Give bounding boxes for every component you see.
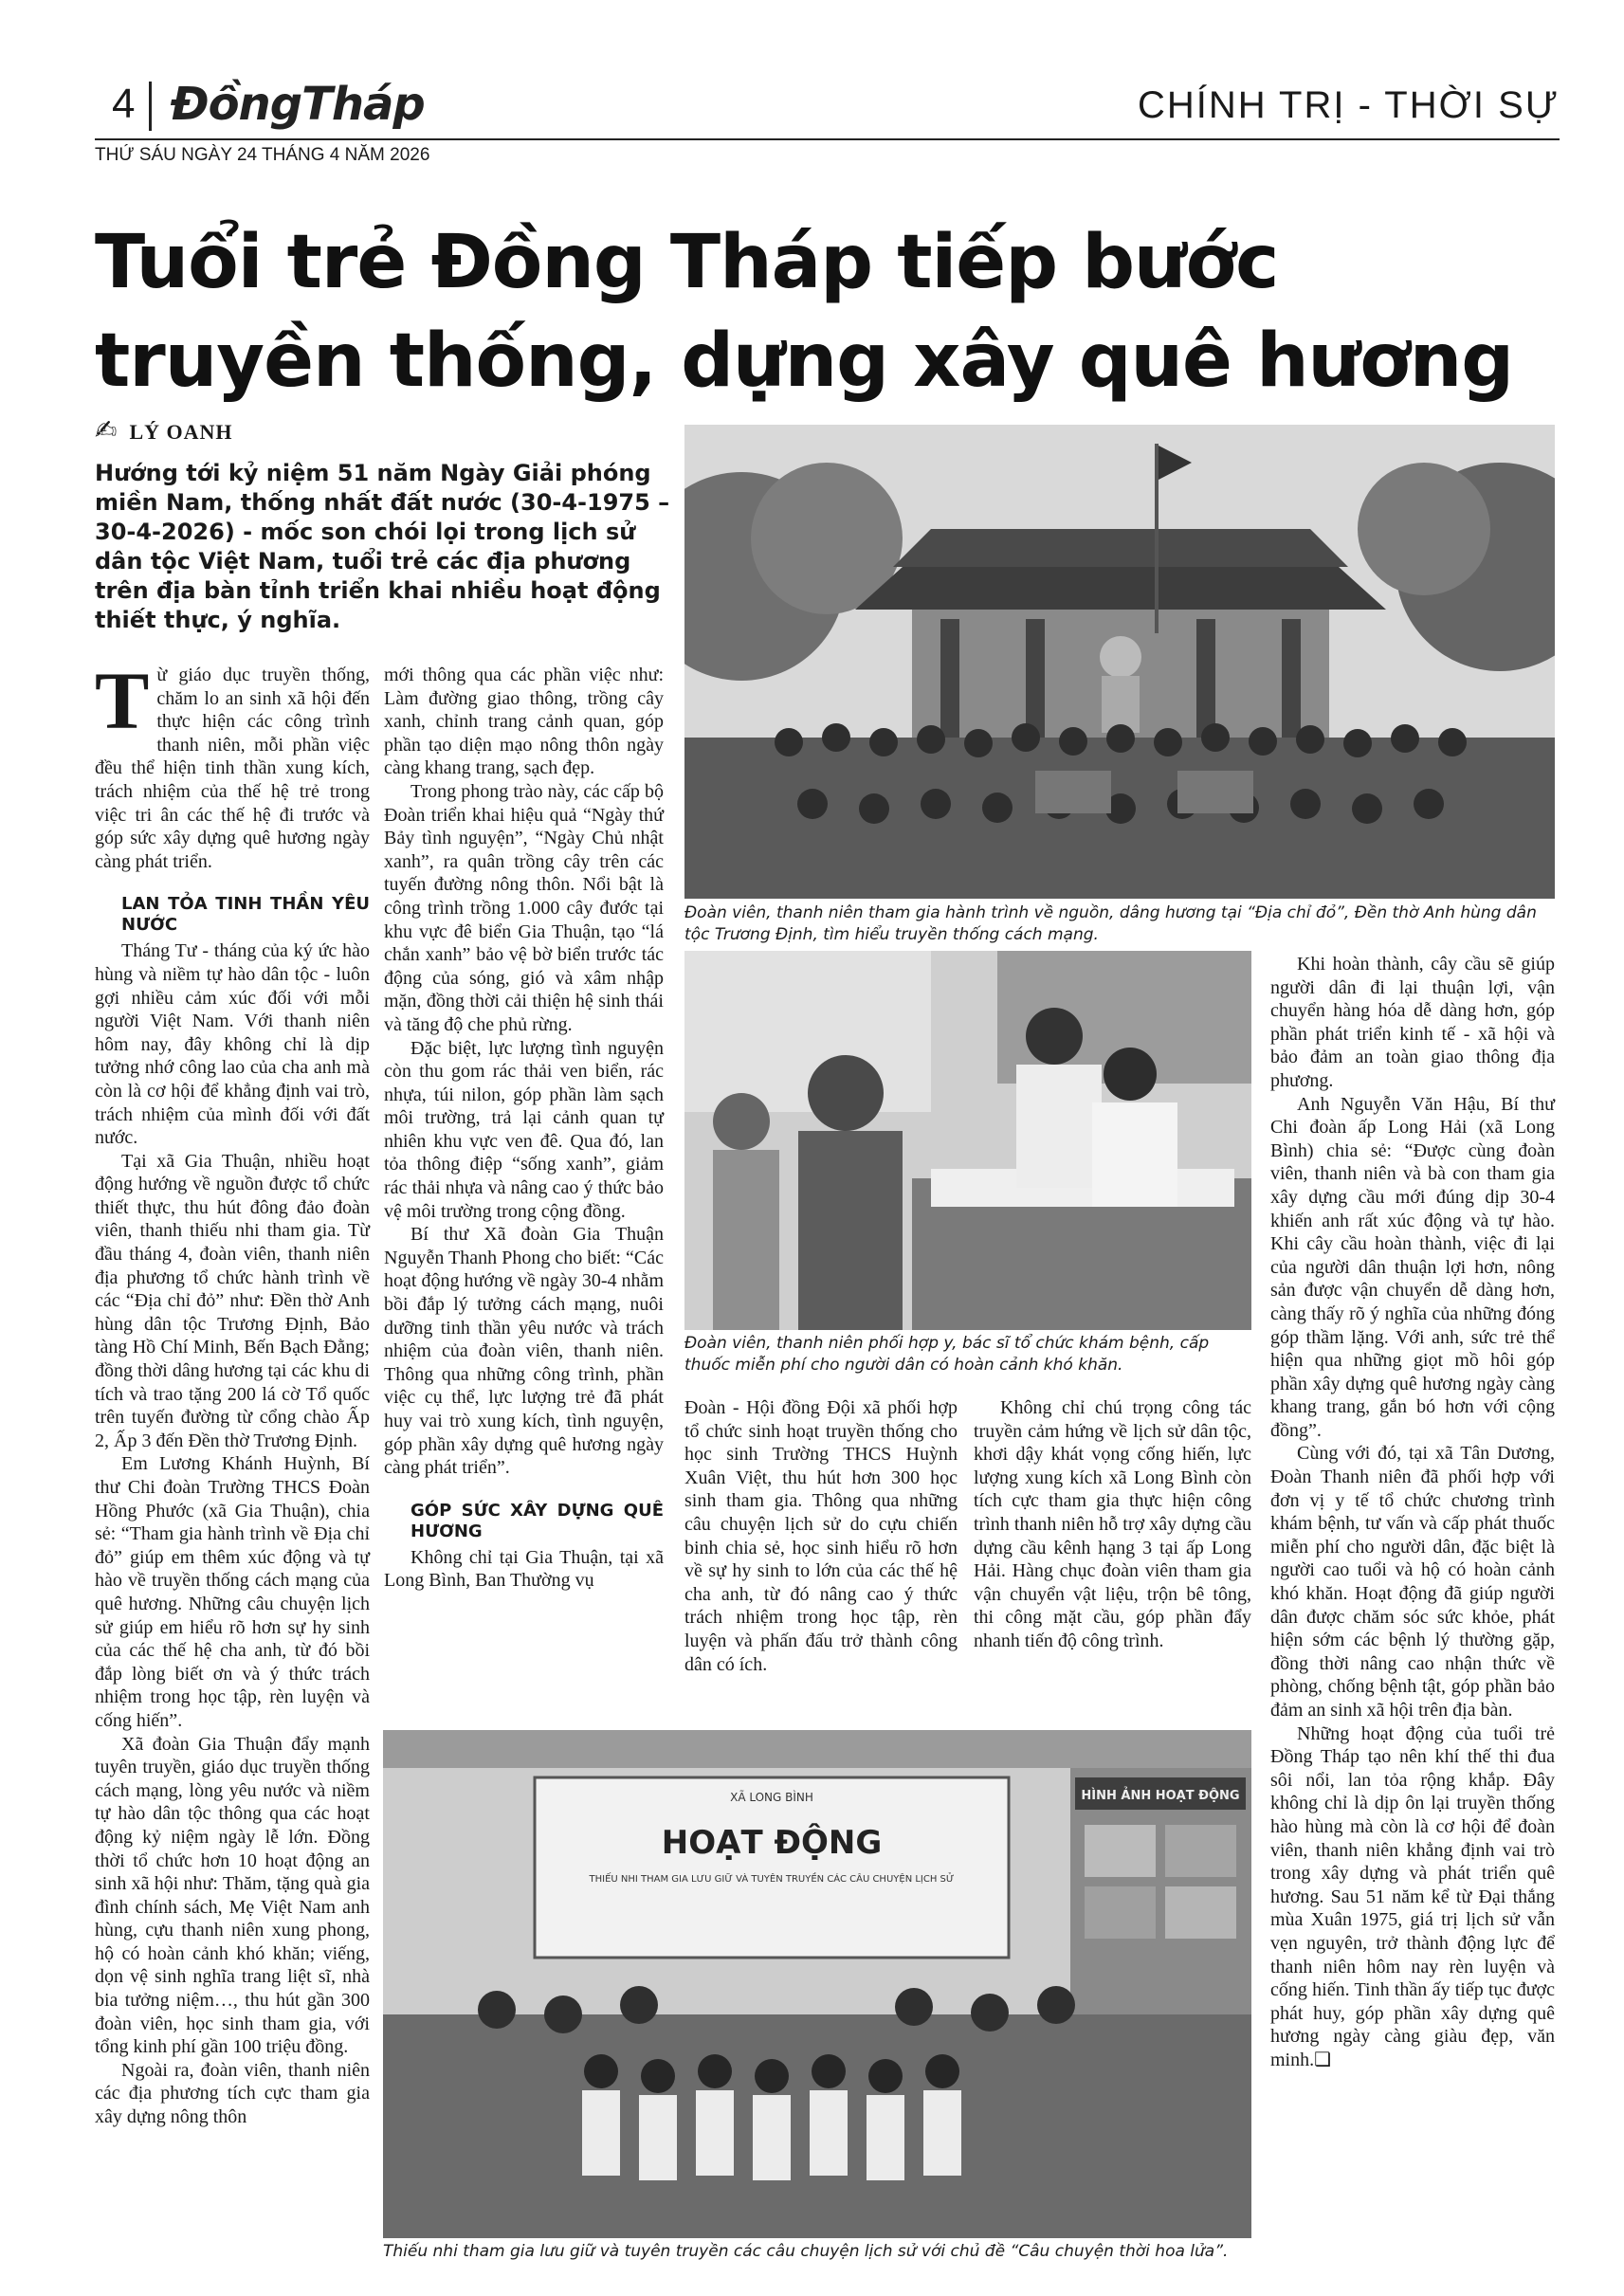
- banner-title: HOẠT ĐỘNG: [661, 1824, 883, 1862]
- headline-line-1: Tuổi trẻ Đồng Tháp tiếp bước: [95, 220, 1279, 305]
- first-paragraph: [95, 655, 370, 873]
- last-paragraph: [1270, 1722, 1555, 2072]
- caption-photo-1: Đoàn viên, thanh niên tham gia hành trình về nguồn, dâng hương tại “Địa chỉ đỏ”, Đền thờ Anh hùng dân tộc Trương Định, tìm hiểu truyền thống cách mạng.: [684, 903, 1537, 944]
- subheading-2: GÓP SỨC XÂY DỰNG QUÊ HƯƠNG: [411, 1500, 664, 1541]
- paragraph: Không chỉ chú trọng công tác truyền cảm hứng về lịch sử dân tộc, khơi dậy khát vọng cống hiến, lực lượng xung kích xã Long Bình còn tích cực tham gia thực hiện công trình thanh niên hỗ trợ xây dựng cầu dựng cầu kênh hạng 3 tại ấp Long Hải. Hàng chục đoàn viên tham gia vận chuyển vật liệu, trộn bê tông, thi công mặt cầu, góp phần đẩy nhanh tiến độ công trình.: [974, 1397, 1251, 1651]
- paragraph: Tháng Tư - tháng của ký ức hào hùng và niềm tự hào dân tộc - luôn gợi nhiều cảm xúc đối với mỗi người Việt Nam. Với thanh niên hôm nay, đây không chỉ là dịp tưởng nhớ công lao của cha anh mà còn là cơ hội để khẳng định vai trò, trách nhiệm của mình đối với đất nước.: [95, 940, 370, 1149]
- author-name: LÝ OANH: [129, 420, 233, 444]
- paragraph: Không chỉ tại Gia Thuận, tại xã Long Bình, Ban Thường vụ: [384, 1546, 664, 1592]
- subheading-1: LAN TỎA TINH THẦN YÊU NƯỚC: [121, 894, 370, 936]
- paragraph: Khi hoàn thành, cây cầu sẽ giúp người dân đi lại thuận lợi, vận chuyển hàng hóa dễ dàng hơn, góp phần phát triển kinh tế - xã hội và bảo đảm an toàn giao thông địa phương.: [1270, 954, 1555, 1091]
- masthead-logo: ĐồngTháp: [171, 78, 425, 131]
- paragraph: Đặc biệt, lực lượng tình nguyện còn thu gom rác thải ven biển, rác nhựa, túi nilon, góp phần làm sạch môi trường, trả lại cảnh quan tự nhiên khu vực ven đê. Qua đó, lan tỏa thông điệp “sống xanh”, giảm rác thải nhựa và nâng cao ý thức bảo vệ môi trường trong cộng đồng.: [384, 1037, 664, 1222]
- lead-paragraph: Hướng tới kỷ niệm 51 năm Ngày Giải phóng miền Nam, thống nhất đất nước (30-4-1975 – 30-4-2026) - mốc son chói lọi trong lịch sử dân tộc Việt Nam, tuổi trẻ các địa phương trên địa bàn tỉnh triển khai nhiều hoạt động thiết thực, ý nghĩa.: [95, 460, 670, 633]
- byline: [95, 414, 233, 446]
- paragraph: Bí thư Xã đoàn Gia Thuận Nguyễn Thanh Phong cho biết: “Các hoạt động hướng về ngày 30-4 nhằm bồi đắp lý tưởng cách mạng, nuôi dưỡng tinh thần yêu nước và trách nhiệm của đoàn viên, thanh niên. Thông qua những công trình, phần việc cụ thể, lực lượng trẻ đã phát huy vai trò xung kích, tình nguyện, góp phần xây dựng quê hương ngày càng phát triển”.: [384, 1224, 664, 1479]
- paragraph: Anh Nguyễn Văn Hậu, Bí thư Chi đoàn ấp Long Hải (xã Long Bình) chia sẻ: “Được cùng đoàn viên, thanh niên và bà con tham gia xây dựng cầu mới đúng dịp 30-4 khiến anh rất xúc động và tự hào. Khi cây cầu hoàn thành, việc đi lại của người dân thuận lợi hơn, nông sản được vận chuyển dễ dàng hơn, càng thấy rõ ý nghĩa của những đóng góp thầm lặng. Với anh, sức trẻ thể hiện qua những giọt mồ hôi góp phần xây dựng quê hương ngày càng khang trang, gắn bó hơn với cộng đồng”.: [1270, 1093, 1555, 1441]
- article-column-2: [384, 664, 664, 1593]
- paragraph: Ngoài ra, đoàn viên, thanh niên các địa phương tích cực tham gia xây dựng nông thôn: [95, 2059, 370, 2128]
- page-number: 4: [112, 81, 136, 127]
- side-sign-title: HÌNH ẢNH HOẠT ĐỘNG: [1081, 1789, 1240, 1803]
- drop-cap: T: [95, 655, 150, 746]
- caption-photo-2: Đoàn viên, thanh niên phối hợp y, bác sĩ tổ chức khám bệnh, cấp thuốc miễn phí cho người dân có hoàn cảnh khó khăn.: [684, 1334, 1210, 1375]
- end-mark-icon: ❏: [1314, 2049, 1332, 2070]
- banner-subtitle: THIẾU NHI THAM GIA LƯU GIỮ VÀ TUYÊN TRUYỀN CÁC CÂU CHUYỆN LỊCH SỬ: [589, 1874, 955, 1885]
- paragraph: Đoàn - Hội đồng Đội xã phối hợp tổ chức sinh hoạt truyền thống cho học sinh Trường THCS Huỳnh Xuân Việt, thu hút hơn 300 học sinh tham gia. Thông qua những câu chuyện lịch sử do cựu chiến binh chia sẻ, học sinh hiểu rõ hơn về sự hy sinh to lớn của các thế hệ cha anh, từ đó nâng cao ý thức trách nhiệm trong học tập, rèn luyện và phấn đấu trở thành công dân có ích.: [684, 1397, 958, 1675]
- header-separator: [149, 82, 152, 131]
- paragraph: Trong phong trào này, các cấp bộ Đoàn triển khai hiệu quả “Ngày thứ Bảy tình nguyện”, “Ngày Chủ nhật xanh”, ra quân trồng cây trên các tuyến đường nông thôn. Nổi bật là công trình trồng 1.000 cây đước tại khu vực đê biển Gia Thuận, tạo “lá chắn xanh” bảo vệ bờ biển trước tác động của sóng, gió và xâm nhập mặn, đồng thời cải thiện hệ sinh thái và tăng độ che phủ rừng.: [384, 780, 664, 1035]
- pen-icon: ✍: [95, 414, 119, 446]
- paragraph: Tại xã Gia Thuận, nhiều hoạt động hướng về nguồn được tổ chức thiết thực, thu hút đông đảo đoàn viên, thanh thiếu nhi tham gia. Từ đầu tháng 4, đoàn viên, thanh niên địa phương tổ chức hành trình về các “Địa chỉ đỏ” như: Đền thờ Anh hùng dân tộc Trương Định, Bảo tàng Hồ Chí Minh, Bến Bạch Đằng; đồng thời dâng hương tại các khu di tích và trao tặng 200 lá cờ Tổ quốc trên tuyến đường từ cổng chào Ấp 2, Ấp 3 đến Đền thờ Trương Định.: [95, 1150, 370, 1451]
- first-paragraph-text: ừ giáo dục truyền thống, chăm lo an sinh xã hội đến thực hiện các công trình thanh niên, mỗi phần việc đều thể hiện tinh thần xung kích, trách nhiệm của thế hệ trẻ trong việc tri ân các thế hệ đi trước và góp sức xây dựng quê hương ngày càng phát triển.: [95, 665, 370, 872]
- paragraph: Xã đoàn Gia Thuận đẩy mạnh tuyên truyền, giáo dục truyền thống cách mạng, lòng yêu nước và niềm tự hào dân tộc thông qua các hoạt động kỷ niệm ngày lễ lớn. Đồng thời tổ chức hơn 10 hoạt động an sinh xã hội như: Thăm, tặng quà gia đình chính sách, Mẹ Việt Nam anh hùng, cựu thanh niên xung phong, hộ có hoàn cảnh khó khăn; viếng, dọn vệ sinh nghĩa trang liệt sĩ, nhà bia tưởng niệm…, thu hút gần 300 đoàn viên, học sinh tham gia, với tổng kinh phí gần 100 triệu đồng.: [95, 1733, 370, 2058]
- headline-line-2: truyền thống, dựng xây quê hương: [95, 319, 1514, 404]
- photo-temple-group: [684, 425, 1555, 899]
- photo-medical-checkup: [684, 951, 1251, 1330]
- paragraph: Em Lương Khánh Huỳnh, Bí thư Chi đoàn Trường THCS Đoàn Hồng Phước (xã Gia Thuận), chia sẻ: “Tham gia hành trình về Địa chỉ đỏ” giúp em thêm xúc động và tự hào về truyền thống cách mạng của quê hương. Những câu chuyện lịch sử giúp em hiểu rõ hơn sự hy sinh của các thế hệ cha anh, từ đó bồi đắp lòng biết ơn và ý thức trách nhiệm trong học tập, rèn luyện và cống hiến”.: [95, 1453, 370, 1731]
- article-column-5: [1270, 953, 1555, 2072]
- banner-top: XÃ LONG BÌNH: [730, 1791, 813, 1804]
- headline: [95, 213, 1574, 410]
- section-title: CHÍNH TRỊ - THỜI SỰ: [1138, 84, 1560, 126]
- article-column-3: [684, 1396, 958, 1676]
- header-rule: [95, 138, 1560, 140]
- article-column-4: [974, 1396, 1251, 1653]
- issue-date: THỨ SÁU NGÀY 24 THÁNG 4 NĂM 2026: [95, 145, 430, 165]
- article-column-1: [95, 655, 370, 2129]
- last-paragraph-text: Những hoạt động của tuổi trẻ Đồng Tháp tạo nên khí thế thi đua sôi nổi, lan tỏa rộng khắp. Đây không chỉ là dịp ôn lại truyền thống hào hùng mà còn là cơ hội để đoàn viên, thanh niên khẳng định vai trò trong xây dựng và phát triển quê hương. Sau 51 năm kể từ Đại thắng mùa Xuân 1975, giá trị lịch sử vẫn vẹn nguyên, trở thành động lực để thanh niên hôm nay rèn luyện và cống hiến. Tinh thần ấy tiếp tục được phát huy, góp phần xây dựng quê hương ngày càng giàu đẹp, văn minh.: [1270, 1722, 1555, 2070]
- caption-photo-3: Thiếu nhi tham gia lưu giữ và tuyên truyền các câu chuyện lịch sử với chủ đề “Câu chuyện thời hoa lửa”.: [383, 2242, 1229, 2261]
- paragraph: Cùng với đó, tại xã Tân Dương, Đoàn Thanh niên đã phối hợp với đơn vị y tế tổ chức chương trình khám bệnh, tư vấn và cấp phát thuốc miễn phí cho người dân, đặc biệt là người cao tuổi và hộ có hoàn cảnh khó khăn. Hoạt động đã giúp người dân được chăm sóc sức khỏe, phát hiện sớm các bệnh lý thường gặp, đồng thời nâng cao nhận thức về phòng, chống bệnh tật, góp phần bảo đảm an sinh xã hội trên địa bàn.: [1270, 1443, 1555, 1721]
- photo-children-banner: [383, 1730, 1251, 2238]
- paragraph: mới thông qua các phần việc như: Làm đường giao thông, trồng cây xanh, chỉnh trang cảnh quan, góp phần tạo diện mạo nông thôn ngày càng khang trang, sạch đẹp.: [384, 665, 664, 779]
